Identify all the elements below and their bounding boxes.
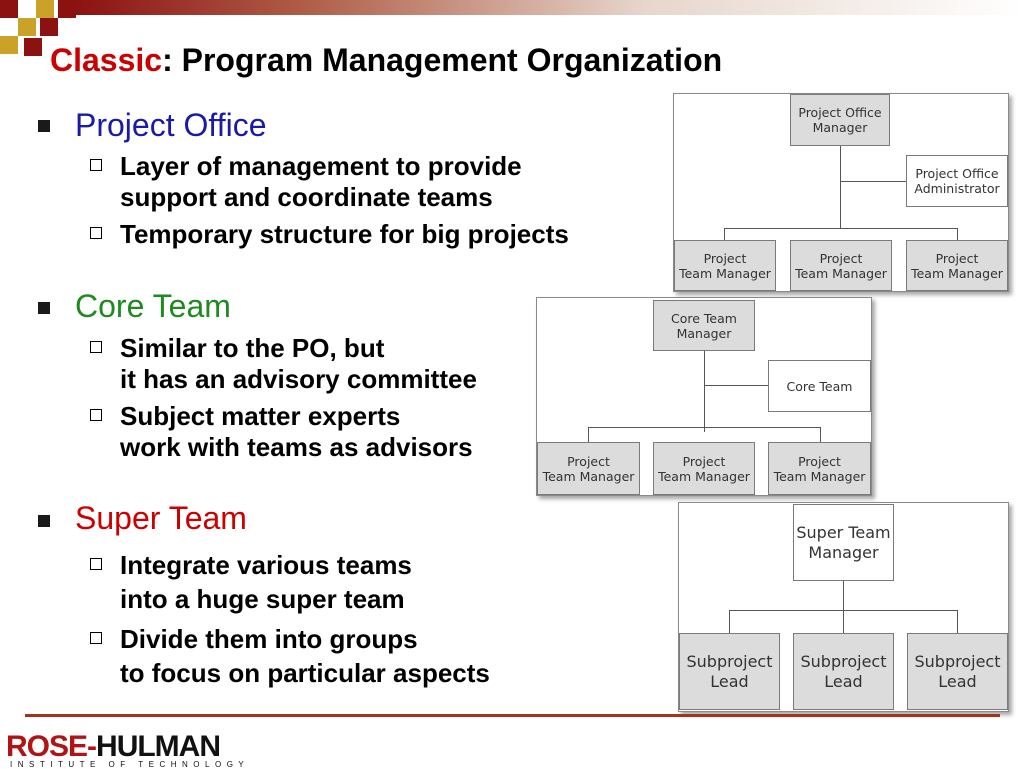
section-bullet (38, 302, 50, 314)
subproject-lead-node: Subproject Lead (907, 633, 1008, 710)
subproject-lead-node: Subproject Lead (793, 633, 894, 710)
footer-rule (25, 714, 1000, 717)
checkbox-bullet-icon (90, 632, 102, 644)
section-bullet (38, 515, 50, 527)
super-team-manager-node: Super Team Manager (793, 504, 894, 581)
checkbox-bullet-icon (90, 409, 102, 421)
core-team-org-chart (536, 297, 872, 496)
project-team-manager-node: Project Team Manager (906, 240, 1008, 291)
project-office-administrator-node: Project Office Administrator (906, 155, 1008, 207)
section-heading-core-team: Core Team (75, 288, 231, 324)
section-heading-project-office: Project Office (75, 107, 267, 143)
checkbox-bullet-icon (90, 159, 102, 171)
section-heading-super-team: Super Team (75, 500, 247, 536)
project-office-manager-node: Project Office Manager (790, 94, 890, 146)
checkbox-bullet-icon (90, 227, 102, 239)
project-team-manager-node: Project Team Manager (653, 442, 755, 495)
super-team-org-chart (678, 502, 1009, 712)
project-team-manager-node: Project Team Manager (768, 442, 871, 495)
checkbox-bullet-icon (90, 558, 102, 570)
project-office-org-chart (673, 93, 1009, 292)
project-team-manager-node: Project Team Manager (674, 240, 776, 291)
core-team-node: Core Team (768, 360, 871, 412)
slide-title (50, 42, 722, 79)
section-bullet (38, 120, 50, 132)
core-team-manager-node: Core Team Manager (653, 300, 755, 351)
title-rest: : Program Management Organization (162, 42, 723, 78)
project-team-manager-node: Project Team Manager (537, 442, 640, 495)
checkbox-bullet-icon (90, 341, 102, 353)
header-gradient-band (76, 0, 1024, 15)
rose-hulman-logo: ROSE-HULMAN INSTITUTE OF TECHNOLOGY (6, 730, 250, 769)
title-accent: Classic (50, 42, 163, 78)
project-team-manager-node: Project Team Manager (790, 240, 892, 291)
subproject-lead-node: Subproject Lead (679, 633, 780, 710)
